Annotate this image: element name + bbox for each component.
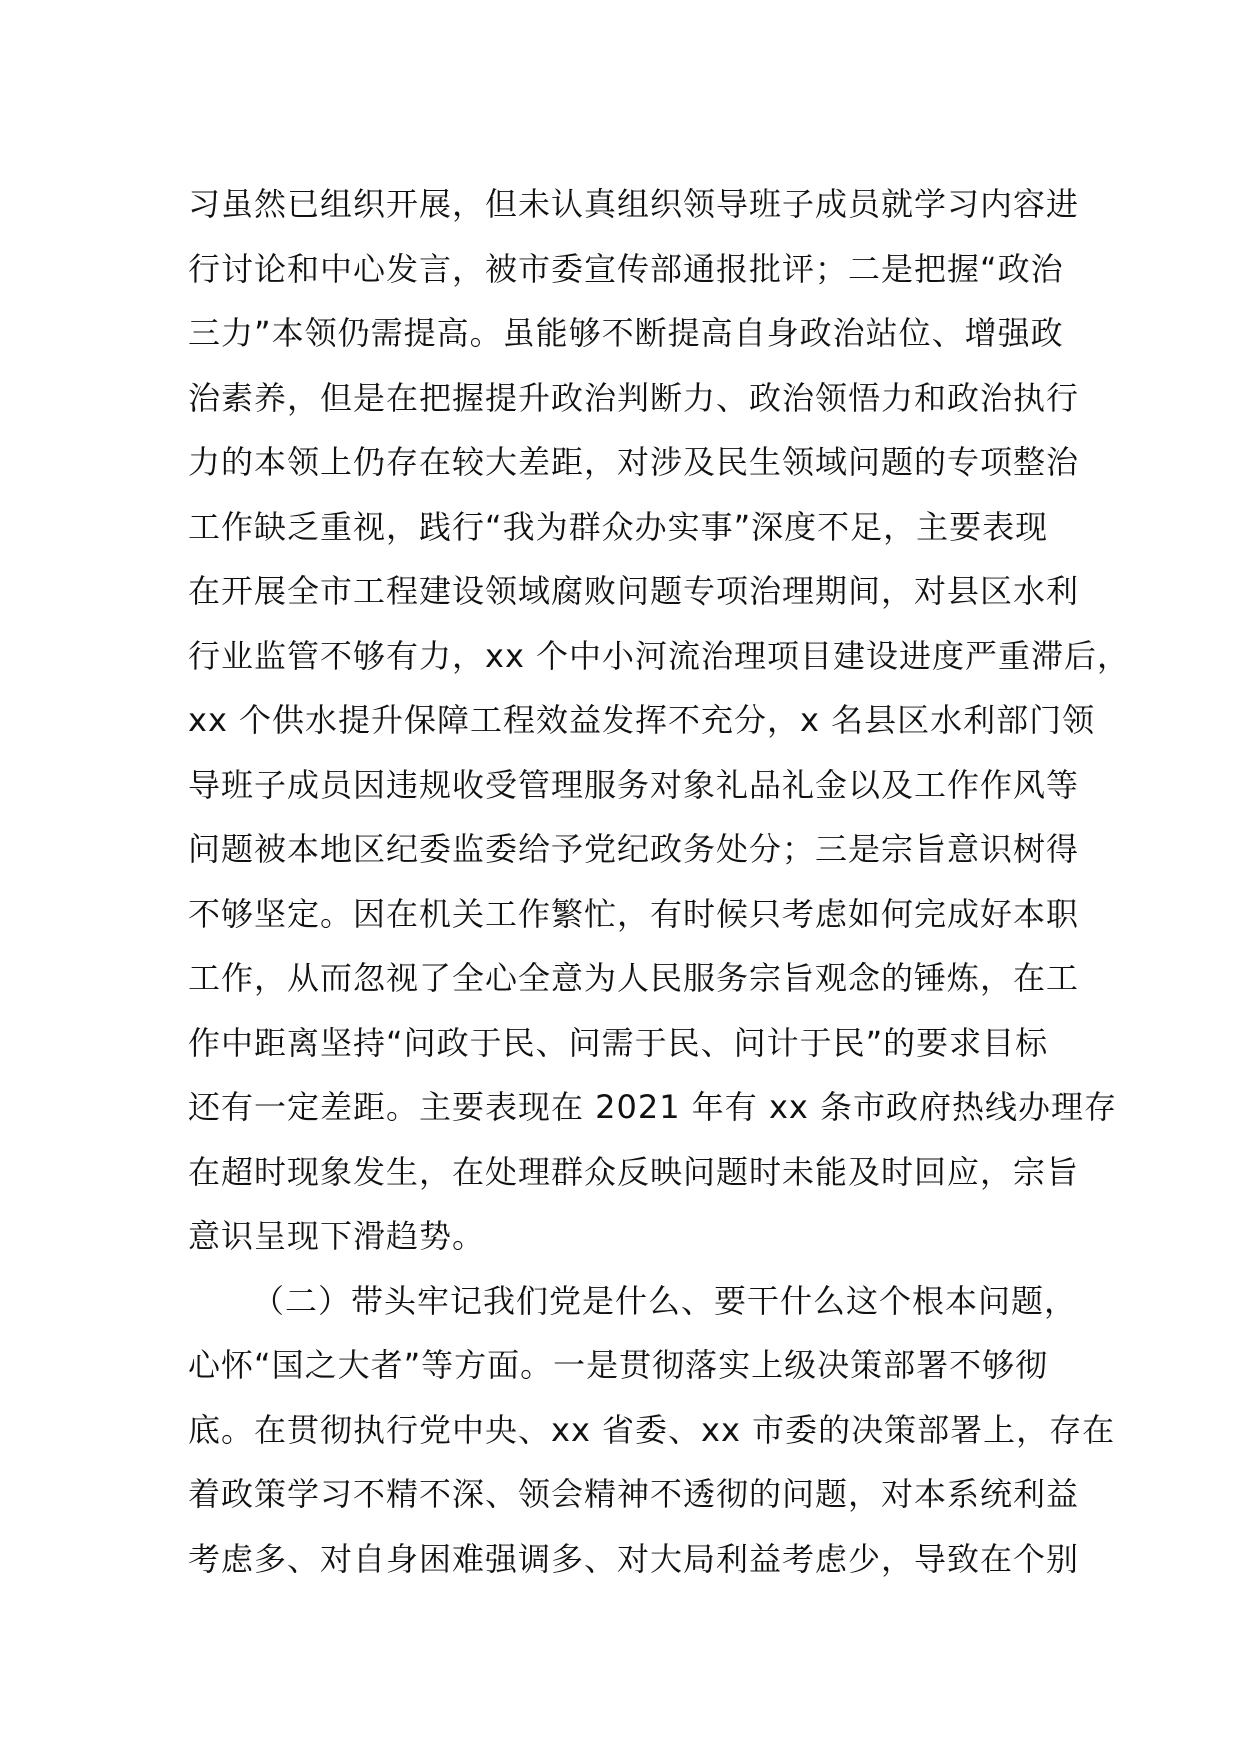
- text-line: 考虑多、对自身困难强调多、对大局利益考虑少，导致在个别: [188, 1539, 1080, 1578]
- text-line: 意识呈现下滑趋势。: [188, 1217, 486, 1255]
- text-line: 还有一定差距。主要表现在 2021 年有 xx 条市政府热线办理存: [188, 1088, 1118, 1126]
- text-line: 治素养，但是在把握提升政治判断力、政治领悟力和政治执行: [188, 378, 1080, 417]
- text-line: 心怀“国之大者”等方面。一是贯彻落实上级决策部署不够彻: [188, 1346, 1049, 1384]
- text-line: 作中距离坚持“问政于民、问需于民、问计于民”的要求目标: [188, 1023, 1049, 1062]
- text-line: 行讨论和中心发言，被市委宣传部通报批评；二是把握“政治: [188, 249, 1064, 288]
- text-line: 力的本领上仍存在较大差距，对涉及民生领域问题的专项整治: [188, 443, 1080, 481]
- text-line: 习虽然已组织开展，但未认真组织领导班子成员就学习内容进: [188, 185, 1080, 223]
- text-line: 在超时现象发生，在处理群众反映问题时未能及时回应，宗旨: [188, 1152, 1080, 1191]
- section-heading-line: （二）带头牢记我们党是什么、要干什么这个根本问题，: [252, 1281, 1078, 1320]
- text-line: 三力”本领仍需提高。虽能够不断提高自身政治站位、增强政: [188, 314, 1064, 352]
- text-line: 问题被本地区纪委监委给予党纪政务处分；三是宗旨意识树得: [188, 830, 1080, 868]
- body-text: [188, 172, 1131, 1591]
- text-line: 行业监管不够有力，xx 个中小河流治理项目建设进度严重滞后，: [188, 636, 1131, 675]
- text-line: 底。在贯彻执行党中央、xx 省委、xx 市委的决策部署上，存在: [188, 1410, 1116, 1449]
- text-line: 着政策学习不精不深、领会精神不透彻的问题，对本系统利益: [188, 1475, 1080, 1513]
- text-line: 工作，从而忽视了全心全意为人民服务宗旨观念的锤炼，在工: [188, 959, 1080, 997]
- text-line: 工作缺乏重视，践行“我为群众办实事”深度不足，主要表现: [188, 507, 1049, 546]
- text-line: 在开展全市工程建设领域腐败问题专项治理期间，对县区水利: [188, 572, 1080, 610]
- text-line: 不够坚定。因在机关工作繁忙，有时候只考虑如何完成好本职: [188, 894, 1080, 933]
- text-line: 导班子成员因违规收受管理服务对象礼品礼金以及工作作风等: [188, 765, 1080, 804]
- text-line: xx 个供水提升保障工程效益发挥不充分，x 名县区水利部门领: [188, 701, 1096, 739]
